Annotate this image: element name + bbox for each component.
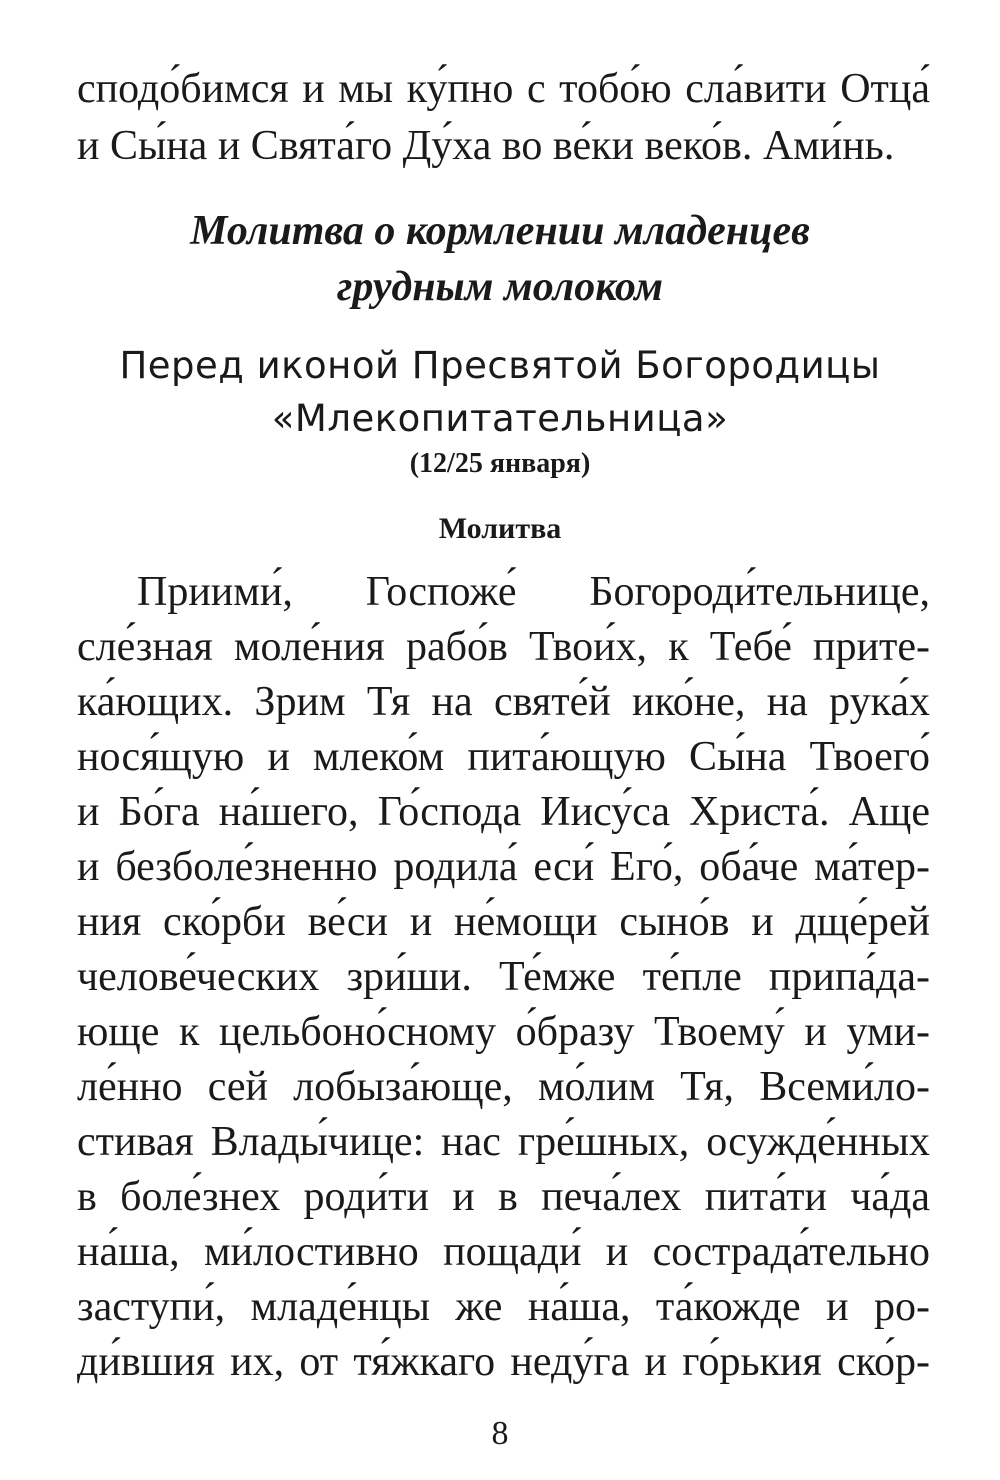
feast-date: (12/25 января) [409,448,591,479]
prayer-line: сле́зная моле́ния рабо́в Твои́х, к Тебе́ прите- [77,624,930,670]
icon-subtitle: Перед иконой Пресвятой Богородицы [119,344,881,387]
intro-line: сподо́бимся и мы ку́пно с тобо́ю сла́вити Отца́ [77,66,930,112]
prayer-line: и Бо́га на́шего, Го́спода Иису́са Христа́. Аще [77,789,930,835]
prayer-line: юще к цельбоно́сному о́бразу Твоему́ и уми- [77,1009,930,1055]
prayer-line: нося́щую и млеко́м пита́ющую Сы́на Твоего́ [77,734,930,780]
prayer-line: на́ша, ми́лостивно пощади́ и сострада́тельно [77,1229,930,1275]
prayer-line: ния ско́рби ве́си и не́мощи сыно́в и дще́рей [77,899,930,945]
prayer-title: Молитва о кормлении младенцев [190,208,810,254]
prayer-line: стивая Влады́чице: нас гре́шных, осужде́нных [77,1119,930,1165]
icon-name: «Млекопитательница» [271,397,729,440]
prayer-line: в боле́знех роди́ти и в печа́лех пита́ти ча́да [77,1174,930,1220]
page-number: 8 [491,1415,509,1452]
section-heading: Молитва [438,512,562,545]
prayer-line: Приими́, Госпоже́ Богороди́тельнице, [137,569,930,615]
prayer-line: и безболе́зненно родила́ еси́ Его́, оба́че ма́тер- [77,844,930,890]
prayer-line: ле́нно сей лобыза́юще, мо́лим Тя, Всеми́ло- [77,1064,930,1110]
prayer-line: ди́вшия их, от тя́жкаго неду́га и го́рькия ско́р- [77,1339,930,1385]
prayer-title: грудным молоком [336,264,664,310]
prayer-line: заступи́, младе́нцы же на́ша, та́кожде и ро- [77,1284,930,1330]
prayer-line: ка́ющих. Зрим Тя на святе́й ико́не, на рука́х [77,679,930,725]
prayer-line: челове́ческих зри́ши. Те́мже те́пле припа́да- [77,954,930,1000]
intro-line: и Сы́на и Свята́го Ду́ха во ве́ки веко́в. Ами́нь. [77,123,895,169]
